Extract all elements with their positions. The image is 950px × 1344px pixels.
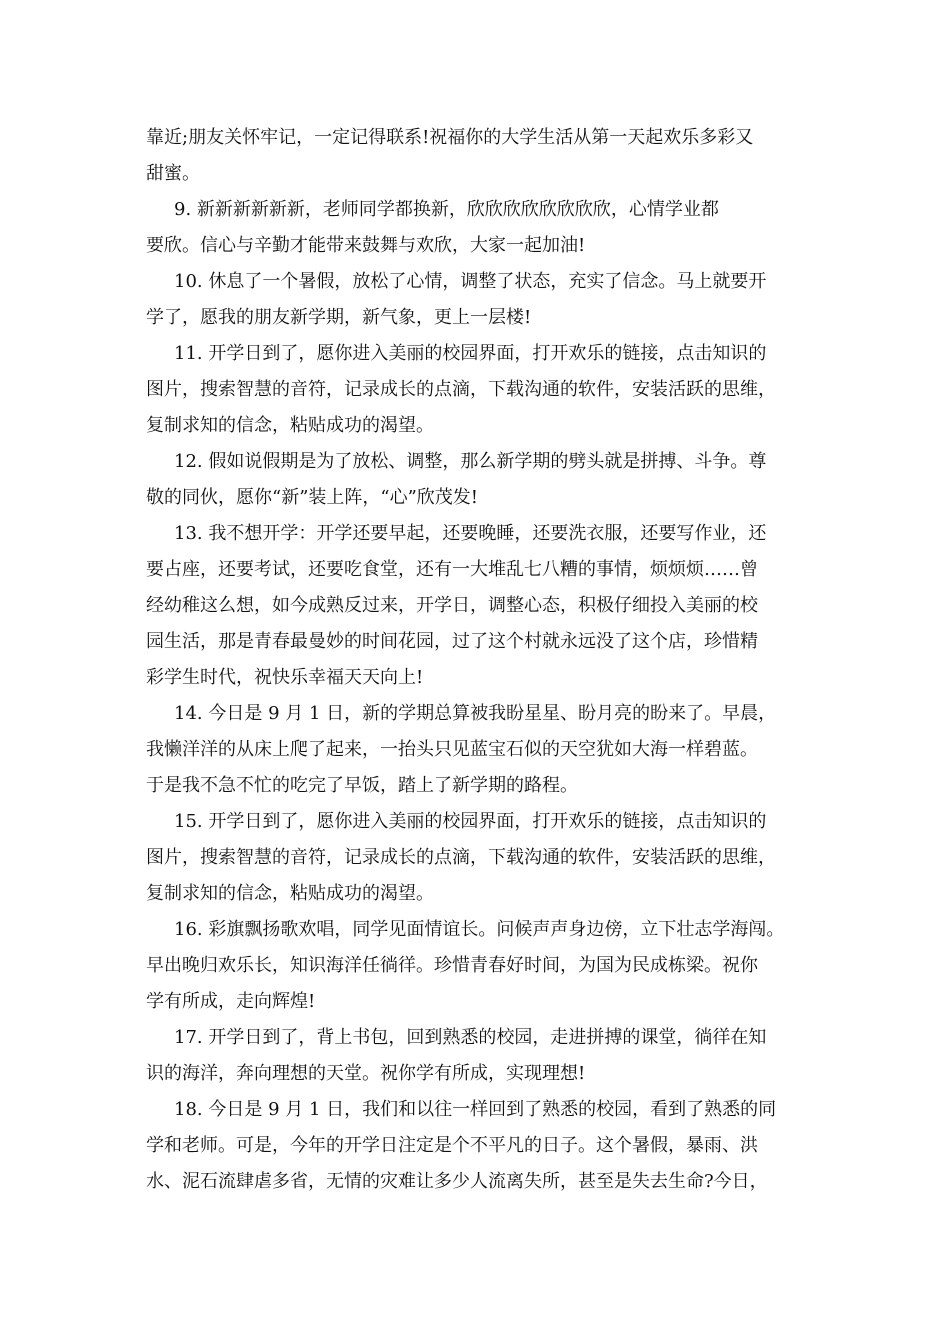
text-line: 图片，搜索智慧的音符，记录成长的点滴，下载沟通的软件，安装活跃的思维， [146,847,776,868]
text-line: 15. 开学日到了，愿你进入美丽的校园界面，打开欢乐的链接，点击知识的 [174,811,767,832]
text-line: 10. 休息了一个暑假，放松了心情，调整了状态，充实了信念。马上就要开 [174,271,767,292]
text-line: 要占座，还要考试，还要吃食堂，还有一大堆乱七八糟的事情，烦烦烦……曾 [146,559,758,580]
text-line: 要欣。信心与辛勤才能带来鼓舞与欢欣，大家一起加油! [146,235,586,256]
text-line: 12. 假如说假期是为了放松、调整，那么新学期的劈头就是拼搏、斗争。尊 [174,451,767,472]
text-line: 18. 今日是 9 月 1 日，我们和以往一样回到了熟悉的校园，看到了熟悉的同 [174,1099,777,1120]
paragraph-item-10 [146,264,806,336]
text-line: 甜蜜。 [146,163,200,184]
paragraph-item-13 [146,516,806,696]
paragraph-item-9 [146,192,806,264]
text-line: 经幼稚这么想，如今成熟反过来，开学日，调整心态，积极仔细投入美丽的校 [146,595,758,616]
paragraph-item-16 [146,912,806,1020]
document-body [146,120,806,1200]
text-line: 11. 开学日到了，愿你进入美丽的校园界面，打开欢乐的链接，点击知识的 [174,343,767,364]
text-line: 水、泥石流肆虐多省，无情的灾难让多少人流离失所，甚至是失去生命?今日， [146,1171,768,1192]
text-line: 16. 彩旗飘扬歌欢唱，同学见面情谊长。问候声声身边傍，立下壮志学海闯。 [174,919,785,940]
text-line: 彩学生时代，祝快乐幸福天天向上! [146,667,424,688]
text-line: 园生活，那是青春最曼妙的时间花园，过了这个村就永远没了这个店，珍惜精 [146,631,758,652]
text-line: 14. 今日是 9 月 1 日，新的学期总算被我盼星星、盼月亮的盼来了。早晨， [174,703,777,724]
paragraph-item-15 [146,804,806,912]
text-line: 学和老师。可是，今年的开学日注定是个不平凡的日子。这个暑假，暴雨、洪 [146,1135,758,1156]
text-line: 敬的同伙，愿你“新”装上阵，“心”欣茂发! [146,487,479,508]
text-line: 于是我不急不忙的吃完了早饭，踏上了新学期的路程。 [146,775,578,796]
text-line: 早出晚归欢乐长，知识海洋任徜徉。珍惜青春好时间，为国为民成栋梁。祝你 [146,955,758,976]
paragraph-continuation [146,120,806,192]
text-line: 17. 开学日到了，背上书包，回到熟悉的校园，走进拼搏的课堂，徜徉在知 [174,1027,767,1048]
text-line: 图片，搜索智慧的音符，记录成长的点滴，下载沟通的软件，安装活跃的思维， [146,379,776,400]
paragraph-item-17 [146,1020,806,1092]
paragraph-item-14 [146,696,806,804]
paragraph-item-12 [146,444,806,516]
paragraph-item-18 [146,1092,806,1200]
text-line: 靠近;朋友关怀牢记，一定记得联系!祝福你的大学生活从第一天起欢乐多彩又 [146,127,754,148]
paragraph-item-11 [146,336,806,444]
text-line: 学有所成，走向辉煌! [146,991,316,1012]
text-line: 我懒洋洋的从床上爬了起来，一抬头只见蓝宝石似的天空犹如大海一样碧蓝。 [146,739,758,760]
text-line: 13. 我不想开学：开学还要早起，还要晚睡，还要洗衣服，还要写作业，还 [174,523,767,544]
text-line: 识的海洋，奔向理想的天堂。祝你学有所成，实现理想! [146,1063,586,1084]
text-line: 复制求知的信念，粘贴成功的渴望。 [146,415,434,436]
text-line: 学了，愿我的朋友新学期，新气象，更上一层楼! [146,307,532,328]
text-line: 复制求知的信念，粘贴成功的渴望。 [146,883,434,904]
text-line: 9. 新新新新新新，老师同学都换新，欣欣欣欣欣欣欣欣，心情学业都 [174,199,719,220]
